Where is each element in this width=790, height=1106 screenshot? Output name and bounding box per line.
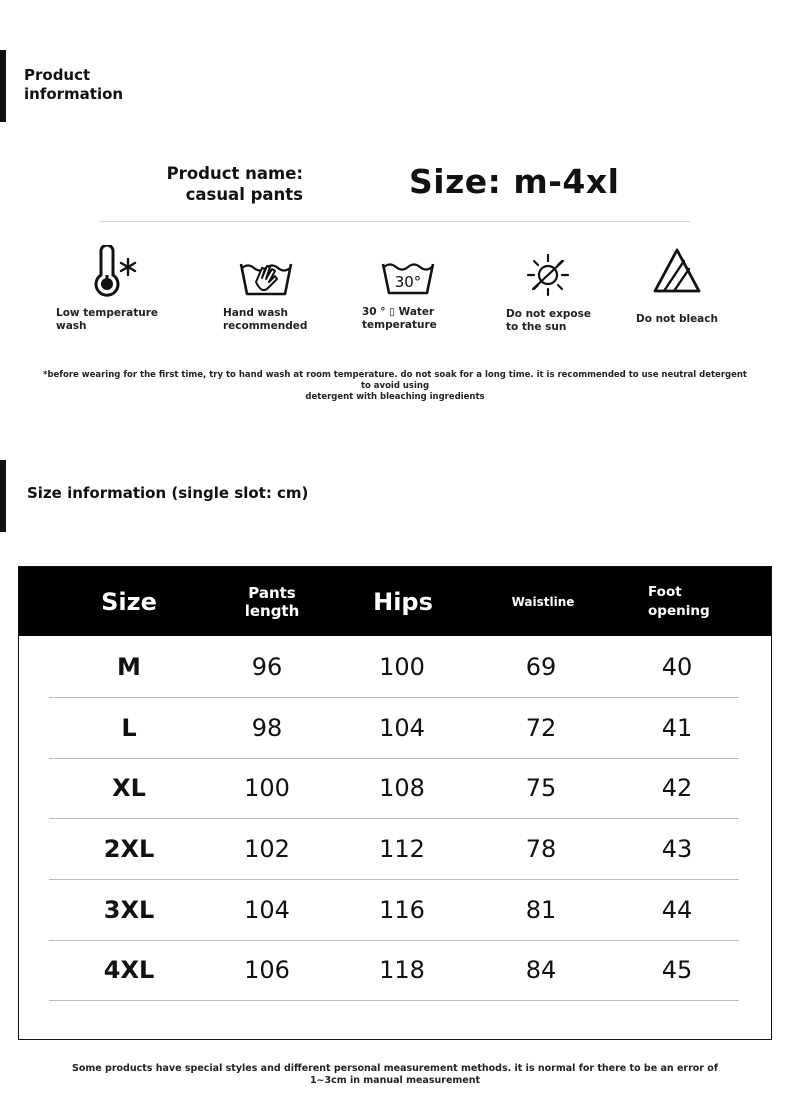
wash-30-icon xyxy=(380,255,436,297)
cell-hips: 116 xyxy=(379,896,425,924)
hand-wash-icon xyxy=(238,252,294,298)
header-pants-length-line1: Pants xyxy=(248,583,296,602)
cell-foot-opening: 45 xyxy=(661,956,693,984)
header-waistline: Waistline xyxy=(511,594,575,609)
cell-pants-length: 98 xyxy=(251,714,283,742)
cell-foot-opening: 40 xyxy=(661,653,693,681)
header-foot-opening-line2: opening xyxy=(648,602,710,619)
header-size: Size xyxy=(101,587,157,616)
cell-size: L xyxy=(121,714,137,742)
divider xyxy=(100,221,690,222)
product-info-title xyxy=(24,66,123,104)
care-label-no-bleach xyxy=(636,313,718,326)
table-row xyxy=(49,940,739,1001)
care-label-line1: Do not expose xyxy=(506,308,591,320)
cell-size: 2XL xyxy=(103,835,155,863)
cell-hips: 100 xyxy=(379,653,425,681)
care-label-line1: Hand wash xyxy=(223,307,289,319)
product-info-title-line1: Product xyxy=(24,66,91,84)
cell-waistline: 75 xyxy=(525,774,557,802)
table-row xyxy=(49,758,739,819)
care-label-line1: 30 ° ▯ Water xyxy=(362,306,435,318)
cell-pants-length: 102 xyxy=(244,835,290,863)
cell-foot-opening: 42 xyxy=(661,774,693,802)
product-name xyxy=(130,163,303,205)
care-label-line1: Do not bleach xyxy=(636,313,718,325)
cell-foot-opening: 43 xyxy=(661,835,693,863)
size-info-title: Size information (single slot: cm) xyxy=(27,484,309,502)
cell-hips: 104 xyxy=(379,714,425,742)
cell-pants-length: 96 xyxy=(251,653,283,681)
no-bleach-icon xyxy=(652,247,702,295)
care-label-wash-30 xyxy=(362,306,437,332)
care-item-hand-wash xyxy=(238,252,294,298)
cell-waistline: 84 xyxy=(525,956,557,984)
care-label-no-sun xyxy=(506,308,591,334)
care-label-low-temp xyxy=(56,307,158,333)
measurement-disclaimer xyxy=(60,1063,730,1087)
product-size-range: Size: m-4xl xyxy=(409,162,620,201)
cell-pants-length: 100 xyxy=(244,774,290,802)
care-label-line1: Low temperature xyxy=(56,307,159,319)
cell-foot-opening: 44 xyxy=(661,896,693,924)
care-item-wash-30 xyxy=(380,255,436,297)
care-item-low-temp xyxy=(88,245,140,301)
wash-temp-text: 30° xyxy=(394,273,422,291)
table-row xyxy=(49,880,739,941)
disclaimer-line2: 1~3cm in manual measurement xyxy=(309,1075,481,1086)
sun-icon xyxy=(524,253,572,297)
care-item-no-bleach xyxy=(652,247,702,295)
cell-waistline: 81 xyxy=(525,896,557,924)
care-note-line1: *before wearing for the first time, try to hand wash at room temperature. do not soak for a long time. it is recommended to use neutral detergent to avoid using xyxy=(43,370,747,391)
product-name-value: casual pants xyxy=(185,185,303,204)
table-row xyxy=(49,819,739,880)
cell-hips: 108 xyxy=(379,774,425,802)
section-marker-size xyxy=(0,460,6,532)
cell-waistline: 78 xyxy=(525,835,557,863)
row-divider xyxy=(49,1000,739,1001)
care-label-line2: temperature xyxy=(362,319,437,331)
cell-size: 4XL xyxy=(103,956,155,984)
header-foot-opening xyxy=(648,567,758,636)
section-marker-product xyxy=(0,50,6,122)
cell-hips: 112 xyxy=(379,835,425,863)
product-info-title-line2: information xyxy=(24,85,124,103)
table-row xyxy=(49,698,739,759)
cell-foot-opening: 41 xyxy=(661,714,693,742)
cell-hips: 118 xyxy=(379,956,425,984)
cell-size: M xyxy=(117,653,141,681)
care-label-line2: to the sun xyxy=(506,321,567,333)
thermometer-snowflake-icon xyxy=(88,245,140,301)
care-note xyxy=(40,370,750,403)
cell-waistline: 72 xyxy=(525,714,557,742)
cell-size: 3XL xyxy=(103,896,155,924)
header-hips: Hips xyxy=(373,587,433,616)
cell-pants-length: 106 xyxy=(244,956,290,984)
cell-pants-length: 104 xyxy=(244,896,290,924)
cell-waistline: 69 xyxy=(525,653,557,681)
care-note-line2: detergent with bleaching ingredients xyxy=(305,392,485,402)
table-row xyxy=(49,637,739,698)
care-label-line2: recommended xyxy=(223,320,308,332)
cell-size: XL xyxy=(112,774,146,802)
header-pants-length xyxy=(212,567,332,636)
header-foot-opening-line1: Foot xyxy=(648,583,682,600)
size-table-header xyxy=(19,567,771,636)
care-item-no-sun xyxy=(524,253,572,297)
header-pants-length-line2: length xyxy=(244,601,300,620)
product-name-label: Product name: xyxy=(166,164,303,183)
care-label-line2: wash xyxy=(56,320,87,332)
care-label-hand-wash xyxy=(223,307,307,333)
size-table xyxy=(18,566,772,1040)
disclaimer-line1: Some products have special styles and different personal measurement methods. it is normal for there to be an error of xyxy=(72,1063,718,1074)
